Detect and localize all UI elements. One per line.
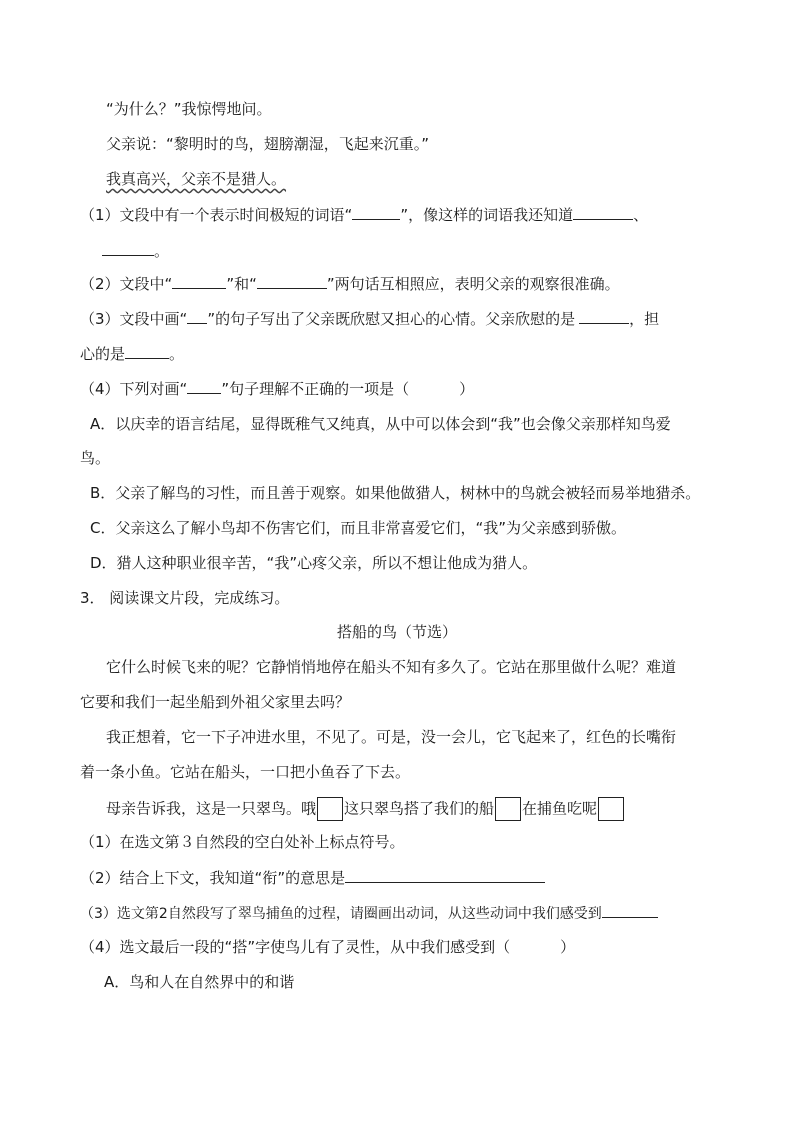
answer-blank[interactable] [602,902,658,918]
passage-paragraph: 我正想着，它一下子冲进水里，不见了。可是，没一会儿，它飞起来了，红色的长嘴衔 [106,728,677,746]
question-text: （3）文段中画“ [80,310,188,328]
question-text: （1）文段中有一个表示时间极短的词语“ [80,206,353,224]
passage-paragraph-cont: 它要和我们一起坐船到外祖父家里去吗？ [80,693,351,711]
question-text: ”的句子写出了父亲既欣慰又担心的心情。父亲欣慰的是 [207,310,576,328]
question-text: ”句子理解不正确的一项是（ [221,380,410,398]
question-1-cont [102,240,169,261]
question-text: ） [560,938,576,956]
answer-blank[interactable] [345,867,545,883]
question-text: （2）文段中“ [80,275,173,293]
question-1: （1）在选文第３自然段的空白处补上标点符号。 [80,833,405,851]
question-text: 心的是 [80,345,126,363]
question-4 [80,937,575,957]
question-text: ”，像这样的词语我还知道 [400,206,574,224]
question-4 [80,378,474,399]
question-text: （3）选文第2自然段写了翠鸟捕鱼的过程，请圈画出动词，从这些动词中我们感受到 [80,906,602,922]
question-text: 。 [154,242,170,260]
question-2 [80,867,545,888]
answer-blank[interactable] [172,273,226,289]
option-a: A．以庆幸的语言结尾，显得既稚气又纯真，从中可以体会到“我”也会像父亲那样知鸟爱 [90,415,671,433]
question-text: 、 [633,206,649,224]
answer-blank[interactable] [125,343,169,359]
question-text: （4）下列对画“ [80,380,188,398]
passage-text: 在捕鱼吃呢 [522,799,598,818]
question-2 [80,273,620,294]
question-text: 。 [169,345,185,363]
wavy-underlined-sentence: 我真高兴，父亲不是猎人。 [106,170,287,188]
option-a: A．鸟和人在自然界中的和谐 [104,973,295,991]
question-text: ”两句话互相照应，表明父亲的观察很准确。 [326,275,620,293]
passage-paragraph: “为什么？”我惊愕地问。 [106,100,272,118]
question-3-cont [80,343,184,364]
passage-text: 这只翠鸟搭了我们的船 [344,799,495,818]
punctuation-box[interactable] [495,797,521,821]
punctuation-box[interactable] [598,797,624,821]
question-3 [80,308,659,329]
passage-paragraph: 它什么时候飞来的呢？它静悄悄地停在船头不知有多久了。它站在那里做什么呢？难道 [106,658,677,676]
answer-blank[interactable] [102,240,154,256]
answer-blank[interactable] [352,204,400,220]
passage-paragraph: 父亲说：“黎明时的鸟，翅膀潮湿，飞起来沉重。” [106,135,430,153]
option-c: C．父亲这么了解小鸟却不伤害它们，而且非常喜爱它们，“我”为父亲感到骄傲。 [90,519,627,537]
option-b: B．父亲了解鸟的习性，而且善于观察。如果他做猎人，树林中的鸟就会被轻而易举地猎杀。 [90,484,701,502]
passage-paragraph-cont: 着一条小鱼。它站在船头，一口把小鱼吞了下去。 [80,763,411,781]
underline-mark [187,378,221,394]
question-3 [80,902,658,924]
section-heading: 3． 阅读课文片段，完成练习。 [80,589,290,607]
answer-blank[interactable] [579,308,629,324]
passage-paragraph [106,169,286,189]
option-a-cont: 鸟。 [80,449,111,467]
passage-title: 搭船的鸟（节选） [336,623,457,641]
answer-blank[interactable] [257,273,327,289]
answer-blank[interactable] [573,204,633,220]
punctuation-box[interactable] [317,797,343,821]
underline-mark [187,308,207,324]
question-text: ） [459,380,475,398]
question-text: ，担 [629,310,660,328]
question-text: （2）结合上下文，我知道“衔”的意思是 [80,869,346,887]
option-d: D．猎人这种职业很辛苦，“我”心疼父亲，所以不想让他成为猎人。 [90,554,538,572]
passage-text: 母亲告诉我，这是一只翠鸟。哦 [106,799,317,818]
passage-paragraph [106,797,625,821]
question-1 [80,204,648,225]
question-text: ”和“ [226,275,257,293]
question-text: （4）选文最后一段的“搭”字使鸟儿有了灵性，从中我们感受到（ [80,938,511,956]
